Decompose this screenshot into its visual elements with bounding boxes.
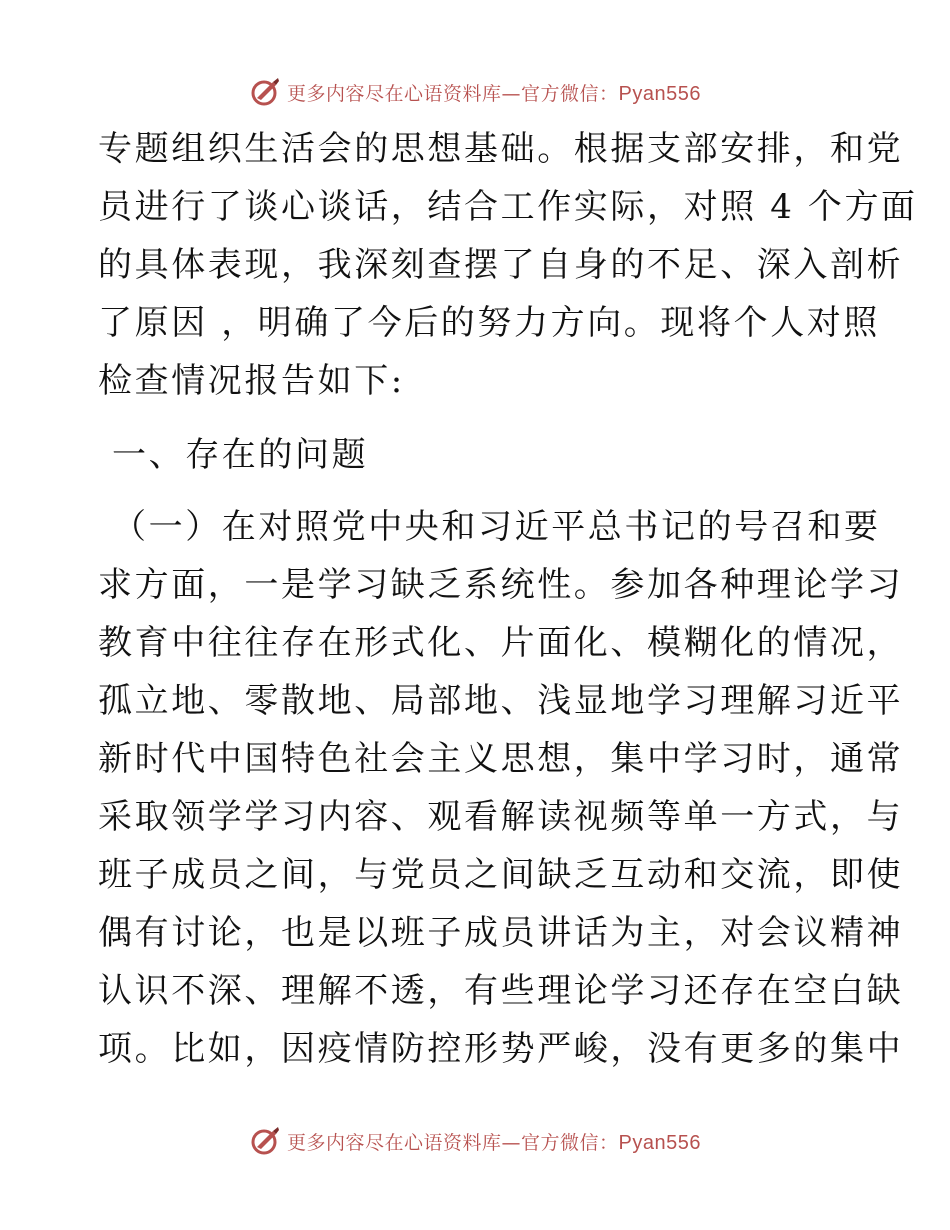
paragraph2-line: 班子成员之间，与党员之间缺乏互动和交流，即使	[98, 855, 904, 895]
banner-dash: —	[501, 1131, 522, 1154]
paragraph2-line: 采取领学学习内容、观看解读视频等单一方式，与	[98, 797, 904, 837]
paragraph2-line: 求方面，一是学习缺乏系统性。参加各种理论学习	[98, 565, 904, 605]
paragraph1-line: 检查情况报告如下:	[98, 361, 405, 401]
paragraph2-line: 项。比如，因疫情防控形势严峻，没有更多的集中	[98, 1029, 904, 1069]
quill-circle-icon	[249, 76, 281, 108]
header-banner	[0, 72, 950, 112]
banner-wechat-handle: Pyan556	[618, 1131, 701, 1154]
banner-wechat-handle: Pyan556	[618, 82, 701, 105]
banner-wechat-label: 官方微信：	[521, 1131, 619, 1154]
paragraph1-line: 的具体表现，我深刻查摆了自身的不足、深入剖析	[98, 245, 904, 285]
footer-banner	[0, 1121, 950, 1161]
banner-title: 更多内容尽在心语资料库	[287, 1131, 502, 1154]
document-body	[98, 120, 918, 1078]
paragraph1-line: 了原因 ，明确了今后的努力方向。现将个人对照	[98, 303, 881, 343]
paragraph2-line: 教育中往往存在形式化、片面化、模糊化的情况，	[98, 623, 904, 663]
paragraph2-line: 孤立地、零散地、局部地、浅显地学习理解习近平	[98, 681, 904, 721]
quill-circle-icon	[249, 1125, 281, 1157]
paragraph2-line: 偶有讨论，也是以班子成员讲话为主，对会议精神	[98, 913, 904, 953]
paragraph1-line: 员进行了谈心谈话，结合工作实际，对照 4 个方面	[98, 187, 918, 227]
paragraph2-line: 新时代中国特色社会主义思想，集中学习时，通常	[98, 739, 904, 779]
banner-wechat-label: 官方微信：	[521, 82, 619, 105]
paragraph2-line: （一）在对照党中央和习近平总书记的号召和要	[112, 507, 881, 547]
banner-title: 更多内容尽在心语资料库	[287, 82, 502, 105]
section-heading: 一、存在的问题	[112, 435, 369, 475]
paragraph1-line: 专题组织生活会的思想基础。根据支部安排，和党	[98, 129, 904, 169]
footer-banner-text	[287, 1128, 701, 1155]
banner-dash: —	[501, 82, 522, 105]
header-banner-text	[287, 79, 701, 106]
paragraph2-line: 认识不深、理解不透，有些理论学习还存在空白缺	[98, 971, 904, 1011]
